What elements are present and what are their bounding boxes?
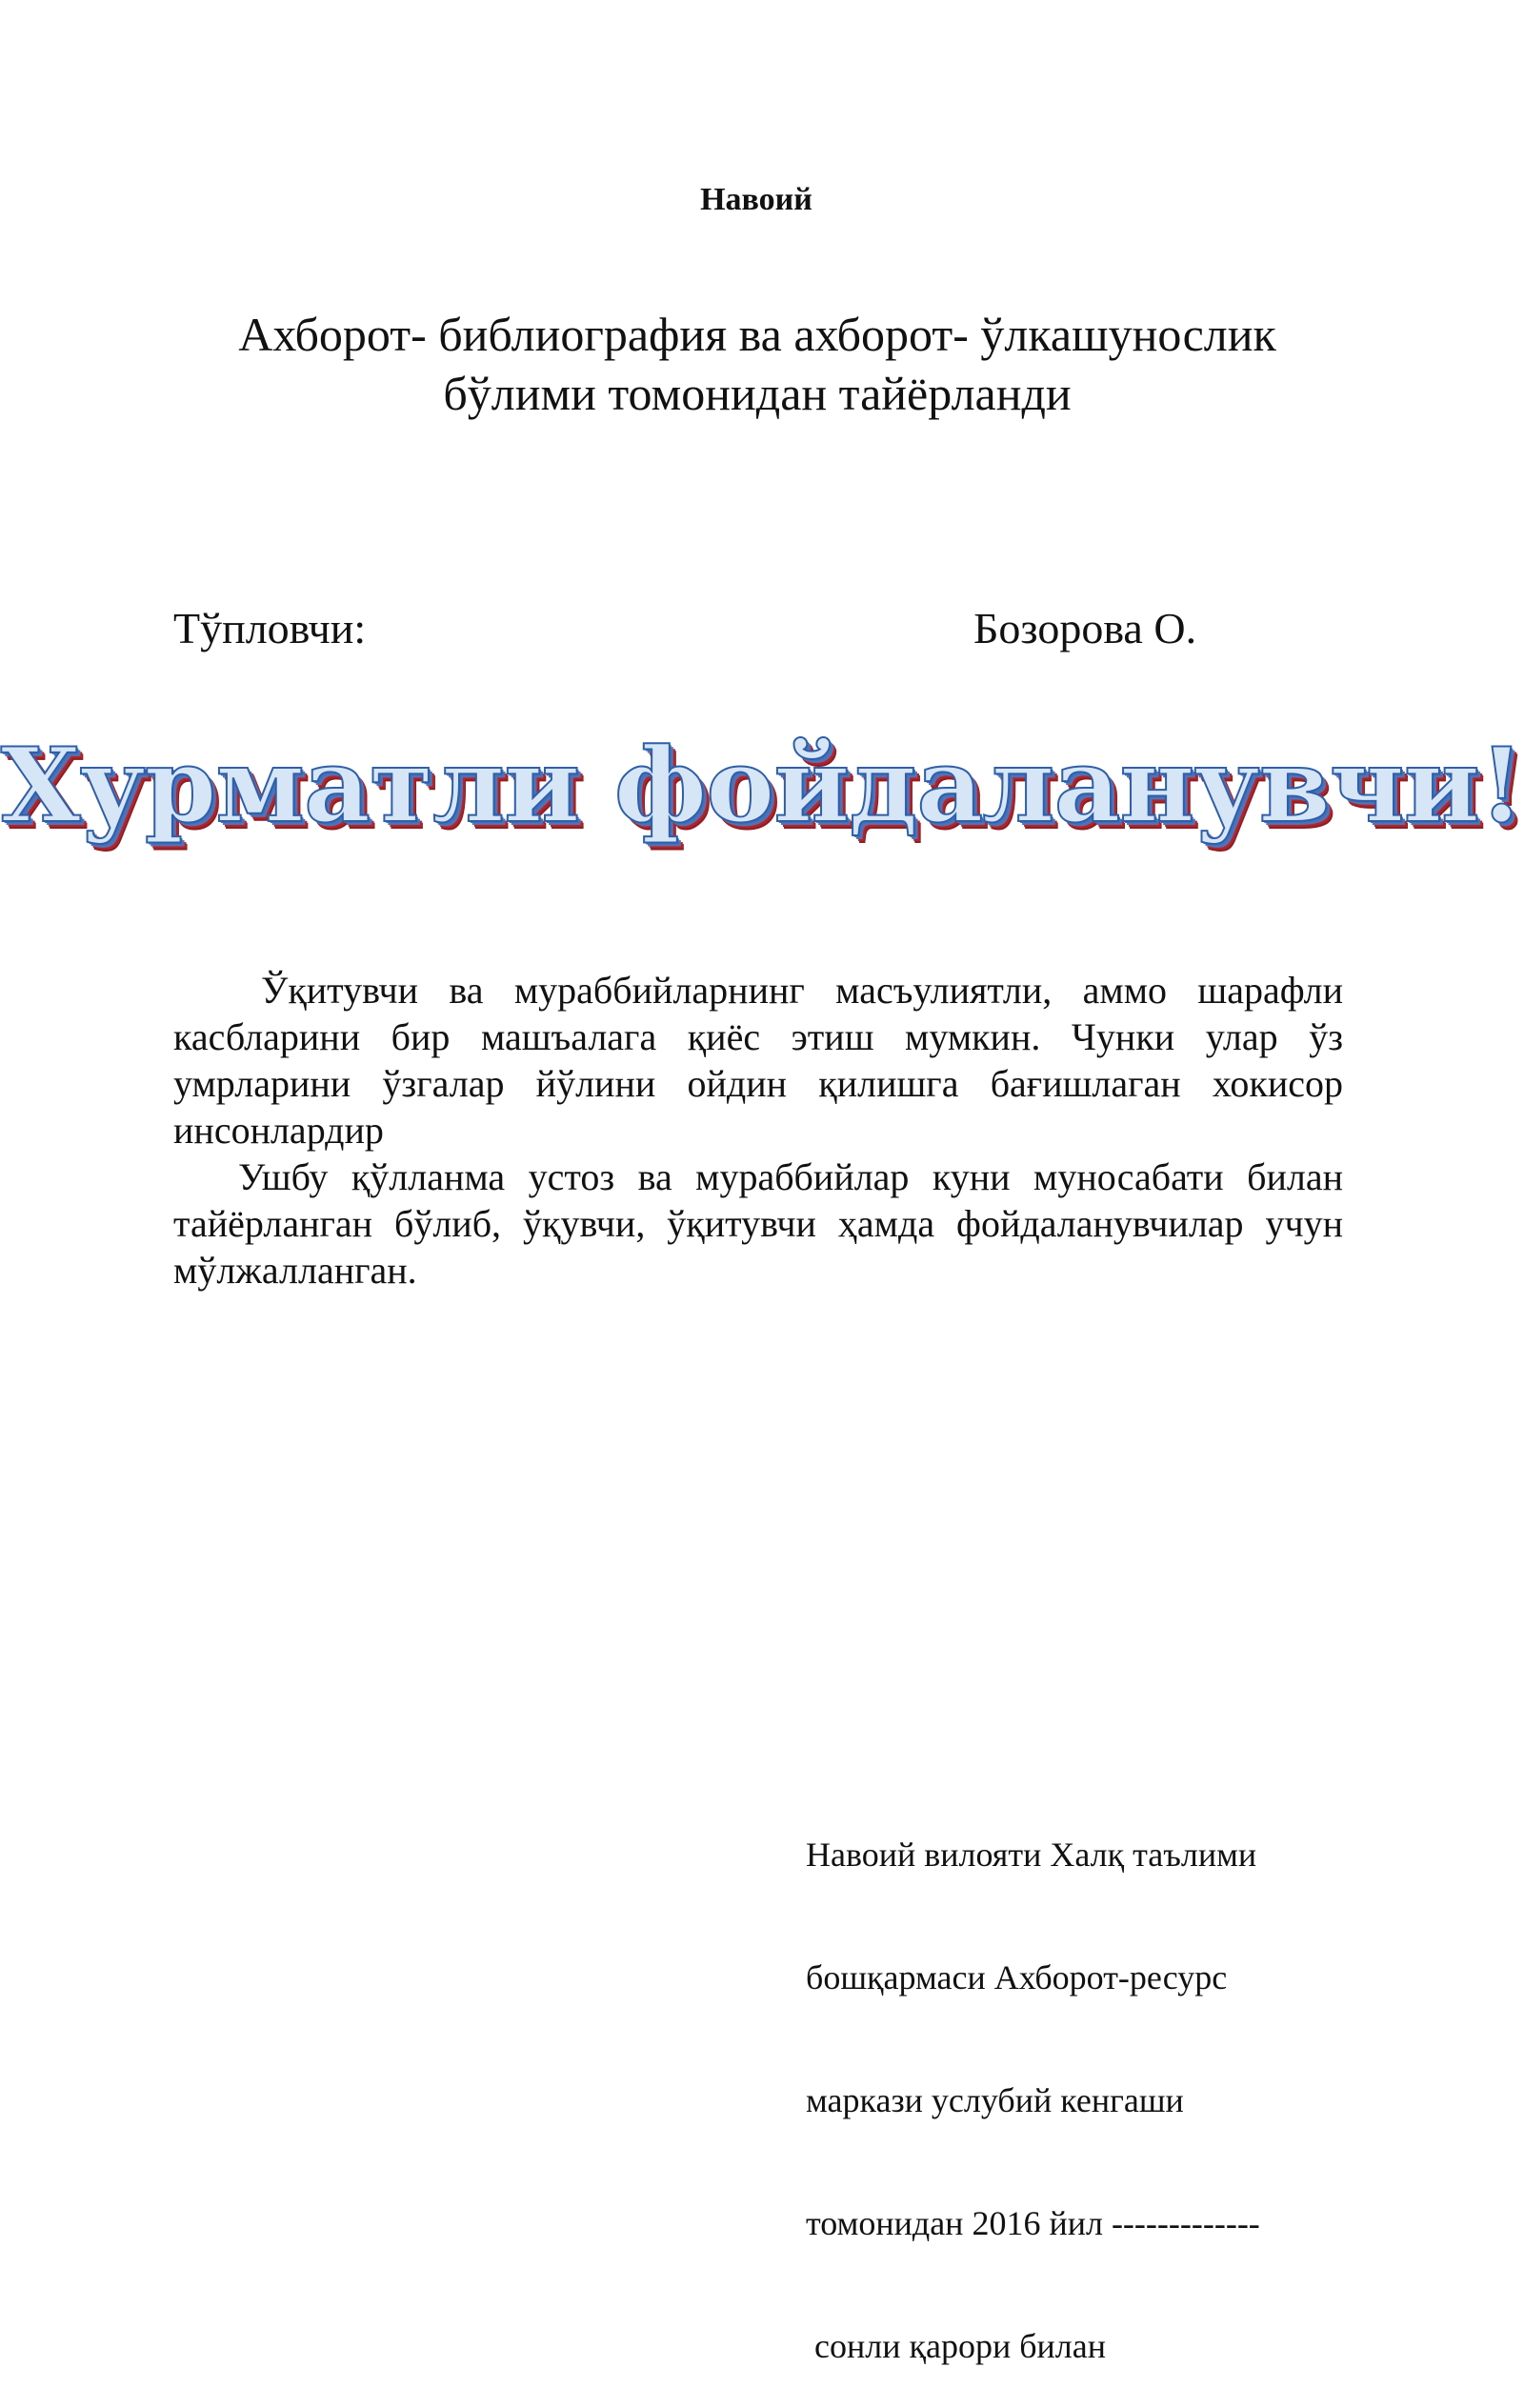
wordart-title: Хурматли фойдаланувчи! (0, 726, 1524, 846)
prepared-line-1: Ахборот- библиография ва ахборот- ўлкашунослик (238, 308, 1276, 361)
body-text (173, 967, 1343, 1294)
compiler-label: Тўпловчи: (173, 604, 367, 652)
compiler-name: Бозорова О. (973, 604, 1197, 652)
approval-note (806, 1753, 1260, 2408)
approval-line-5: сонли қарори билан (806, 2327, 1106, 2365)
prepared-by-statement (167, 305, 1348, 423)
city-heading: Навоий (700, 182, 812, 217)
approval-line-3: маркази услубий кенгаши (806, 2081, 1184, 2119)
approval-line-2: бошқармаси Ахборот-ресурс (806, 1958, 1228, 1997)
approval-line-1: Навоий вилояти Халқ таълими (806, 1836, 1257, 1874)
body-paragraph-2: Ушбу қўлланма устоз ва мураббийлар куни муносабати билан тайёрланган бўлиб, ўқувчи, ўқитувчи ҳамда фойдаланувчилар учун мўлжалланган. (173, 1155, 1343, 1292)
body-paragraph-1: Ўқитувчи ва мураббийларнинг масъулиятли, аммо шарафли касбларини бир машъалага қиёс этиш мумкин. Чунки улар ўз умрларини ўзгалар йўлини ойдин қилишга бағишлаган хокисор инсонлардир (173, 969, 1343, 1152)
prepared-line-2: бўлими томонидан тайёрланди (443, 367, 1072, 420)
approval-line-4: томонидан 2016 йил ------------- (806, 2204, 1260, 2242)
